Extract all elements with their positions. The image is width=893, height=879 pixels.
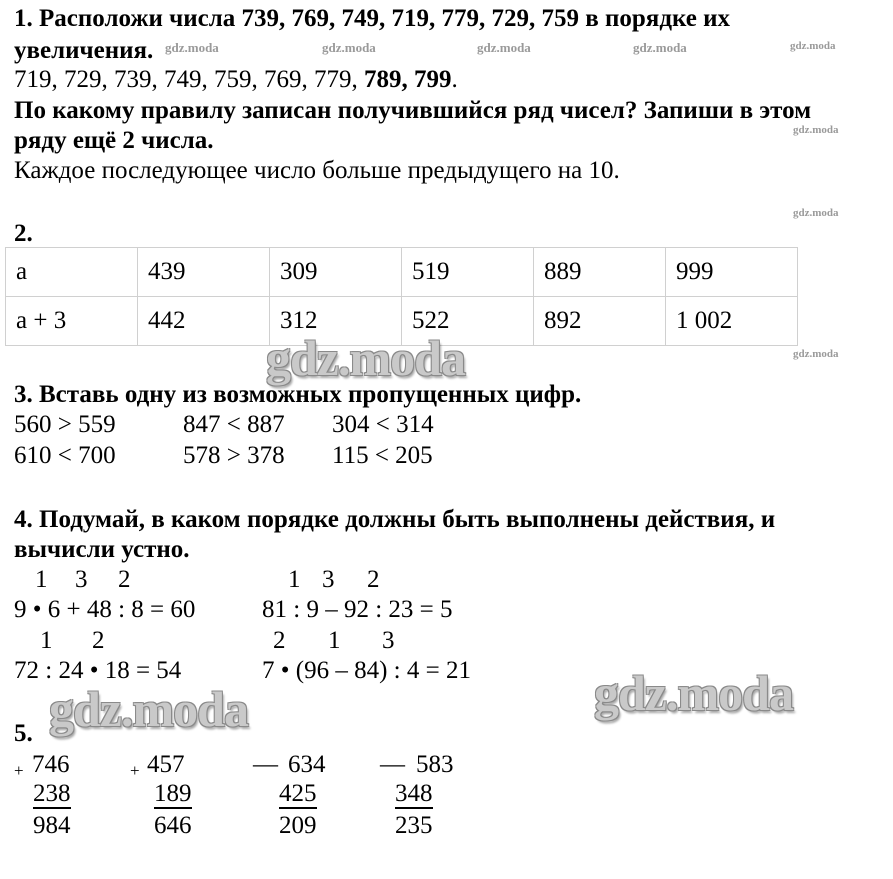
table-cell: a: [6, 248, 138, 297]
table-cell: 999: [666, 248, 798, 297]
task4-expression: 72 : 24 • 18 = 54: [14, 657, 182, 684]
watermark-big: gdz.moda: [266, 330, 465, 386]
column-result: 235: [395, 812, 433, 839]
task1-answer-bold: 789, 799: [364, 66, 452, 93]
table-cell: a + 3: [6, 297, 138, 346]
task1-answer: [14, 66, 458, 95]
order-number: 1: [40, 627, 53, 654]
watermark-small: gdz.moda: [322, 40, 376, 55]
column-top: 583: [416, 751, 454, 778]
task1-title: 1. Расположи числа 739, 769, 749, 719, 779, 729, 759 в порядке их: [14, 5, 731, 32]
task3-title: 3. Вставь одну из возможных пропущенных цифр.: [14, 381, 582, 408]
table-cell: 522: [402, 297, 534, 346]
task3-cell: 115 < 205: [332, 442, 433, 469]
task1-answer-plain: 719, 729, 739, 749, 759, 769, 779,: [14, 66, 364, 93]
order-number: 3: [382, 627, 395, 654]
order-number: 1: [328, 627, 341, 654]
order-number: 3: [322, 566, 335, 593]
order-number: 2: [118, 566, 131, 593]
task1-question-cont: ряду ещё 2 числа.: [14, 127, 214, 154]
task2-title: 2.: [14, 220, 33, 247]
task3-cell: 304 < 314: [332, 411, 434, 438]
watermark-big: gdz.moda: [49, 681, 248, 737]
task3-cell: 560 > 559: [14, 411, 116, 438]
column-top: 746: [32, 751, 70, 778]
order-number: 1: [288, 566, 301, 593]
task4-expression: 7 • (96 – 84) : 4 = 21: [262, 657, 471, 684]
task1-rule: Каждое последующее число больше предыдущего на 10.: [14, 157, 620, 184]
watermark-small: gdz.moda: [793, 207, 839, 219]
watermark-small: gdz.moda: [633, 40, 687, 55]
order-number: 2: [92, 627, 105, 654]
table-cell: 889: [534, 248, 666, 297]
table-cell: 309: [270, 248, 402, 297]
task4-expression: 9 • 6 + 48 : 8 = 60: [14, 596, 196, 623]
table-cell: 1 002: [666, 297, 798, 346]
plus-sign: +: [130, 761, 140, 780]
task1-title-cont: увеличения.: [14, 37, 154, 64]
order-number: 3: [75, 566, 88, 593]
watermark-small: gdz.moda: [793, 124, 839, 136]
table-cell: 312: [270, 297, 402, 346]
task4-expression: 81 : 9 – 92 : 23 = 5: [262, 596, 453, 623]
order-number: 2: [273, 627, 286, 654]
order-number: 2: [367, 566, 380, 593]
column-bottom: 189: [154, 781, 192, 809]
task1-question: По какому правилу записан получившийся ряд чисел? Запиши в этом: [14, 97, 812, 124]
watermark-small: gdz.moda: [165, 40, 219, 55]
column-top: 457: [147, 751, 185, 778]
task4-title: 4. Подумай, в каком порядке должны быть выполнены действия, и: [14, 506, 776, 533]
column-bottom: 425: [279, 781, 317, 809]
minus-sign: —: [253, 751, 278, 778]
table-cell: 892: [534, 297, 666, 346]
task1-answer-end: .: [451, 66, 458, 93]
column-result: 209: [279, 812, 317, 839]
task5-title: 5.: [14, 720, 33, 747]
order-number: 1: [35, 566, 48, 593]
column-bottom: 238: [33, 781, 71, 809]
watermark-small: gdz.moda: [477, 40, 531, 55]
watermark-big: gdz.moda: [594, 665, 793, 721]
watermark-small: gdz.moda: [793, 348, 839, 360]
task3-cell: 847 < 887: [183, 411, 285, 438]
table-row: [6, 248, 798, 297]
column-result: 984: [33, 812, 71, 839]
column-top: 634: [288, 751, 326, 778]
task3-cell: 578 > 378: [183, 442, 285, 469]
plus-sign: +: [14, 761, 24, 780]
table-cell: 439: [138, 248, 270, 297]
task3-cell: 610 < 700: [14, 442, 116, 469]
task4-title-cont: вычисли устно.: [14, 536, 190, 563]
table-cell: 442: [138, 297, 270, 346]
watermark-small: gdz.moda: [790, 40, 836, 52]
minus-sign: —: [380, 751, 405, 778]
table-cell: 519: [402, 248, 534, 297]
column-result: 646: [154, 812, 192, 839]
column-bottom: 348: [395, 781, 433, 809]
